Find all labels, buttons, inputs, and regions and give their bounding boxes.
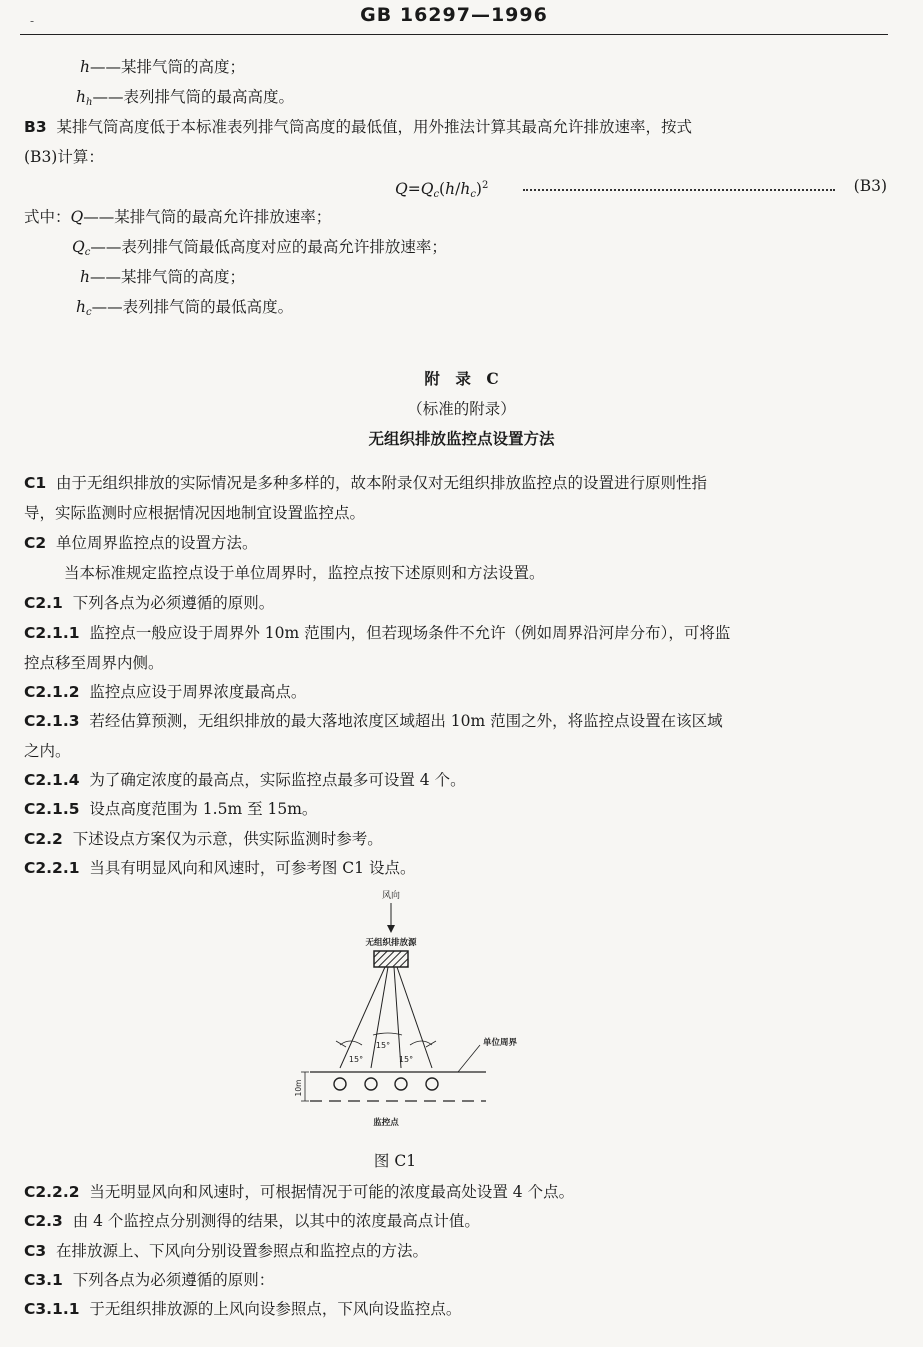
paragraph-c2-1-2: C2.1.2 监控点应设于周界浓度最高点。 [24, 683, 307, 701]
leader-dots [523, 189, 835, 191]
ray-2 [371, 967, 391, 1068]
paragraph-c2-1-4: C2.1.4 为了确定浓度的最高点，实际监控点最多可设置 4 个。 [24, 771, 466, 789]
definition-q: 式中：Q——某排气筒的最高允许排放速率； [24, 208, 332, 226]
paragraph-c3-1-1: C3.1.1 于无组织排放源的上风向设参照点，下风向设监控点。 [24, 1300, 462, 1318]
paragraph-c2-1-5: C2.1.5 设点高度范围为 1.5m 至 15m。 [24, 800, 318, 818]
appendix-title: 附 录 C [424, 369, 499, 388]
paragraph-c2-3: C2.3 由 4 个监控点分别测得的结果，以其中的浓度最高点计值。 [24, 1212, 480, 1230]
monitor-point-3 [395, 1078, 407, 1090]
boundary-label: 单位周界 [483, 1038, 518, 1048]
paragraph-c2-1-1-cont: 控点移至周界内侧。 [24, 654, 164, 672]
paragraph-c2-2-1: C2.2.1 当具有明显风向和风速时，可参考图 C1 设点。 [24, 859, 416, 877]
definition-hh: $h_h——$表列排气筒的最高高度。 [76, 88, 294, 108]
paragraph-c1-cont: 导，实际监测时应根据情况因地制宜设置监控点。 [24, 504, 366, 522]
figure-c1-diagram [290, 885, 540, 1135]
paragraph-c2-1-3: C2.1.3 若经估算预测，无组织排放的最大落地浓度区域超出 10m 范围之外，将监控点设置在该区域 [24, 712, 723, 730]
wind-direction-label: 风向 [381, 891, 401, 901]
angle-arc-center [373, 1033, 402, 1035]
ray-4 [397, 967, 432, 1068]
angle-left-label: 15° [348, 1055, 364, 1064]
definition-h2: h——某排气筒的高度； [80, 268, 245, 286]
formula-b3 [395, 175, 887, 200]
equation-number: (B3) [853, 177, 887, 195]
paragraph-c2-1-1: C2.1.1 监控点一般应设于周界外 10m 范围内，但若现场条件不允许（例如周界沿河岸分布），可将监 [24, 624, 731, 642]
monitor-point-1 [334, 1078, 346, 1090]
header-mark: - [30, 14, 35, 28]
paragraph-c2-2-2: C2.2.2 当无明显风向和风速时，可根据情况于可能的浓度最高处设置 4 个点。 [24, 1183, 575, 1201]
appendix-heading: 无组织排放监控点设置方法 [368, 429, 555, 448]
standard-number: GB 16297—1996 [360, 4, 548, 26]
definition-hc: $h_c——$表列排气筒的最低高度。 [76, 298, 294, 318]
paragraph-c2: C2 单位周界监控点的设置方法。 [24, 534, 258, 552]
wind-arrow-head [387, 925, 395, 933]
definition-h: h——某排气筒的高度； [80, 58, 245, 76]
source-label: 无组织排放源 [365, 938, 417, 948]
paragraph-b3-cont: (B3)计算： [24, 148, 104, 166]
distance-label: 10m [294, 1079, 303, 1097]
figure-caption: 图 C1 [373, 1152, 417, 1170]
paragraph-c3: C3 在排放源上、下风向分别设置参照点和监控点的方法。 [24, 1242, 429, 1260]
formula-expression: $Q=Q_c(h/h_c)^2$ [395, 180, 489, 200]
paragraph-c2-2: C2.2 下述设点方案仅为示意，供实际监测时参考。 [24, 830, 383, 848]
ray-1 [340, 967, 385, 1068]
angle-arc-right [410, 1041, 432, 1045]
boundary-leader [458, 1045, 480, 1072]
definition-qc: $Q_c——$表列排气筒最低高度对应的最高允许排放速率； [72, 238, 447, 258]
ray-3 [394, 967, 401, 1068]
paragraph-c2-1-3-cont: 之内。 [24, 742, 71, 760]
paragraph-c3-1: C3.1 下列各点为必须遵循的原则： [24, 1271, 275, 1289]
appendix-subtitle: （标准的附录） [407, 400, 516, 418]
emission-source [374, 951, 408, 967]
monitor-point-4 [426, 1078, 438, 1090]
monitor-point-2 [365, 1078, 377, 1090]
angle-right-label: 15° [398, 1055, 414, 1064]
paragraph-c2-intro: 当本标准规定监控点设于单位周界时，监控点按下述原则和方法设置。 [64, 564, 545, 582]
monitor-points-label: 监控点 [373, 1118, 399, 1128]
page-header [20, 0, 888, 35]
paragraph-c1: C1 由于无组织排放的实际情况是多种多样的，故本附录仅对无组织排放监控点的设置进行原则性指 [24, 474, 708, 492]
paragraph-c2-1: C2.1 下列各点为必须遵循的原则。 [24, 594, 275, 612]
angle-center-label: 15° [375, 1041, 391, 1050]
paragraph-b3: B3 某排气筒高度低于本标准表列排气筒高度的最低值，用外推法计算其最高允许排放速率，按式 [24, 118, 692, 136]
